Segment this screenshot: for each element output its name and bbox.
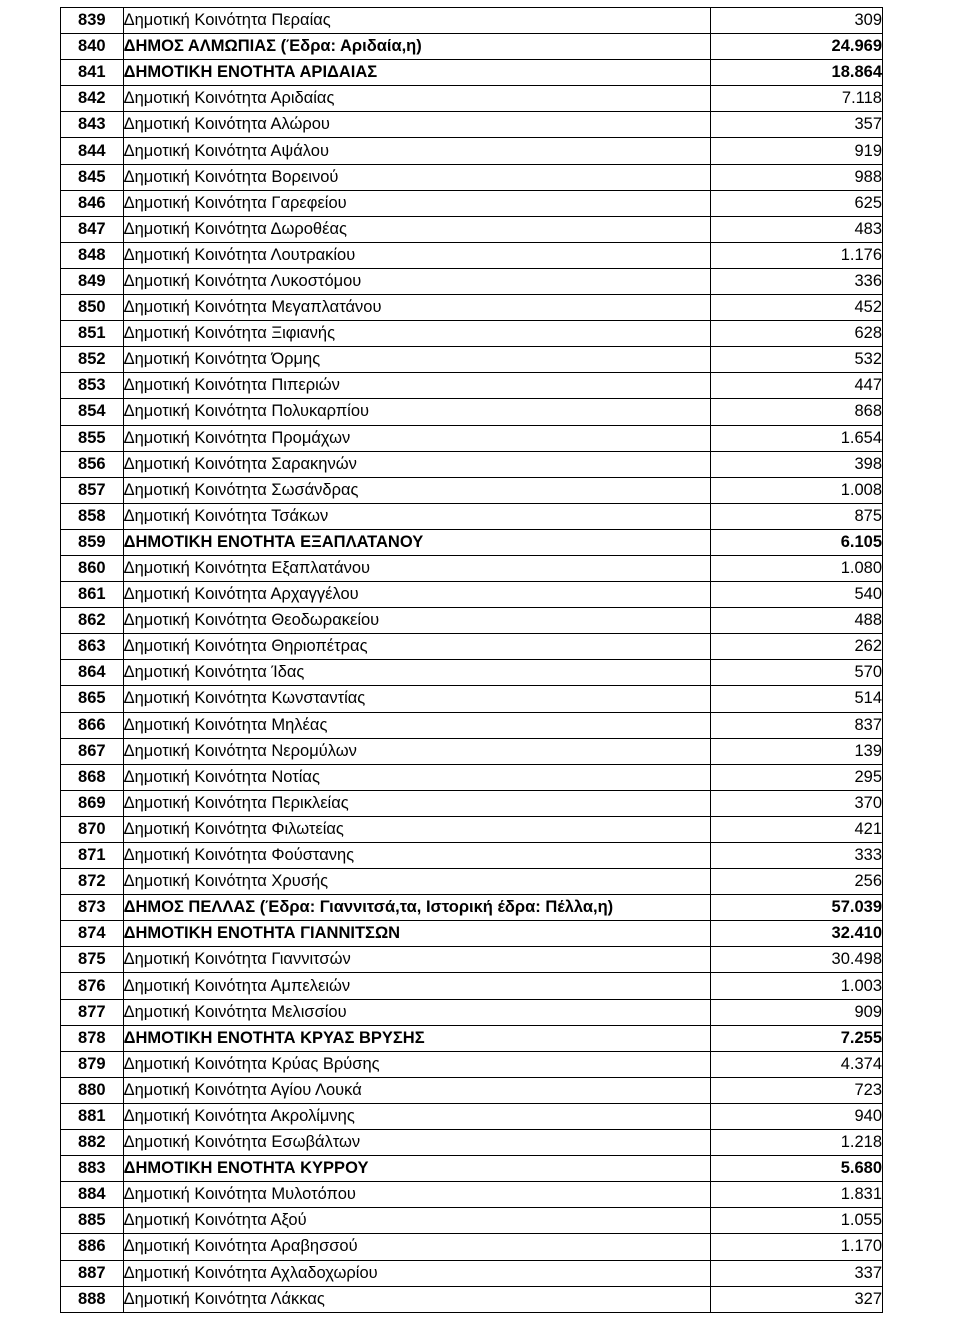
row-number-cell: 888 [61,1286,124,1312]
community-name-cell: Δημοτική Κοινότητα Λουτρακίου [123,242,711,268]
table-row [61,373,883,399]
population-value-cell: 262 [711,634,883,660]
table-body [61,8,883,1313]
community-name-cell: Δημοτική Κοινότητα Σαρακηνών [123,451,711,477]
table-row [61,503,883,529]
row-number-cell: 867 [61,738,124,764]
row-number-cell: 869 [61,790,124,816]
community-name-cell: Δημοτική Κοινότητα Φούστανης [123,843,711,869]
table-row [61,321,883,347]
row-number-cell: 859 [61,529,124,555]
population-value-cell: 309 [711,8,883,34]
population-value-cell: 30.498 [711,947,883,973]
table-row [61,555,883,581]
table-row [61,112,883,138]
row-number-cell: 880 [61,1077,124,1103]
population-value-cell: 875 [711,503,883,529]
row-number-cell: 874 [61,921,124,947]
row-number-cell: 846 [61,190,124,216]
population-value-cell: 336 [711,268,883,294]
community-name-cell: Δημοτική Κοινότητα Ξιφιανής [123,321,711,347]
row-number-cell: 845 [61,164,124,190]
community-name-cell: Δημοτική Κοινότητα Θεοδωρακείου [123,608,711,634]
table-row [61,451,883,477]
population-value-cell: 514 [711,686,883,712]
population-value-cell: 940 [711,1103,883,1129]
community-name-cell: ΔΗΜΟΤΙΚΗ ΕΝΟΤΗΤΑ ΚΥΡΡΟΥ [123,1156,711,1182]
table-row [61,921,883,947]
row-number-cell: 866 [61,712,124,738]
population-value-cell: 398 [711,451,883,477]
population-value-cell: 909 [711,999,883,1025]
community-name-cell: Δημοτική Κοινότητα Αγίου Λουκά [123,1077,711,1103]
table-row [61,190,883,216]
row-number-cell: 862 [61,608,124,634]
population-value-cell: 7.118 [711,86,883,112]
community-name-cell: Δημοτική Κοινότητα Προμάχων [123,425,711,451]
community-name-cell: Δημοτική Κοινότητα Αμπελειών [123,973,711,999]
row-number-cell: 851 [61,321,124,347]
table-row [61,60,883,86]
row-number-cell: 848 [61,242,124,268]
row-number-cell: 883 [61,1156,124,1182]
table-row [61,138,883,164]
table-row [61,1234,883,1260]
population-value-cell: 370 [711,790,883,816]
community-name-cell: Δημοτική Κοινότητα Αξού [123,1208,711,1234]
community-name-cell: Δημοτική Κοινότητα Αλώρου [123,112,711,138]
row-number-cell: 839 [61,8,124,34]
row-number-cell: 887 [61,1260,124,1286]
community-name-cell: Δημοτική Κοινότητα Αψάλου [123,138,711,164]
table-row [61,425,883,451]
population-value-cell: 488 [711,608,883,634]
row-number-cell: 871 [61,843,124,869]
row-number-cell: 842 [61,86,124,112]
row-number-cell: 881 [61,1103,124,1129]
population-value-cell: 1.080 [711,555,883,581]
population-value-cell: 5.680 [711,1156,883,1182]
table-row [61,242,883,268]
row-number-cell: 856 [61,451,124,477]
community-name-cell: Δημοτική Κοινότητα Περαίας [123,8,711,34]
row-number-cell: 857 [61,477,124,503]
table-row [61,999,883,1025]
population-value-cell: 837 [711,712,883,738]
row-number-cell: 868 [61,764,124,790]
population-value-cell: 1.003 [711,973,883,999]
table-row [61,1130,883,1156]
row-number-cell: 853 [61,373,124,399]
table-row [61,843,883,869]
population-value-cell: 868 [711,399,883,425]
community-name-cell: ΔΗΜΟΣ ΠΕΛΛΑΣ (Έδρα: Γιαννιτσά,τα, Ιστορική έδρα: Πέλλα,η) [123,895,711,921]
row-number-cell: 878 [61,1025,124,1051]
row-number-cell: 870 [61,816,124,842]
row-number-cell: 841 [61,60,124,86]
community-name-cell: ΔΗΜΟΤΙΚΗ ΕΝΟΤΗΤΑ ΚΡΥΑΣ ΒΡΥΣΗΣ [123,1025,711,1051]
community-name-cell: Δημοτική Κοινότητα Εξαπλατάνου [123,555,711,581]
community-name-cell: ΔΗΜΟΤΙΚΗ ΕΝΟΤΗΤΑ ΕΞΑΠΛΑΤΑΝΟΥ [123,529,711,555]
community-name-cell: Δημοτική Κοινότητα Νερομύλων [123,738,711,764]
population-value-cell: 1.654 [711,425,883,451]
row-number-cell: 877 [61,999,124,1025]
population-value-cell: 4.374 [711,1051,883,1077]
row-number-cell: 873 [61,895,124,921]
table-row [61,1051,883,1077]
community-name-cell: Δημοτική Κοινότητα Λυκοστόμου [123,268,711,294]
row-number-cell: 863 [61,634,124,660]
population-value-cell: 988 [711,164,883,190]
table-row [61,1182,883,1208]
community-name-cell: Δημοτική Κοινότητα Πολυκαρπίου [123,399,711,425]
community-name-cell: Δημοτική Κοινότητα Μελισσίου [123,999,711,1025]
population-value-cell: 483 [711,216,883,242]
population-value-cell: 32.410 [711,921,883,947]
community-name-cell: Δημοτική Κοινότητα Θηριοπέτρας [123,634,711,660]
community-name-cell: Δημοτική Κοινότητα Πιπεριών [123,373,711,399]
table-row [61,816,883,842]
community-name-cell: Δημοτική Κοινότητα Όρμης [123,347,711,373]
community-name-cell: Δημοτική Κοινότητα Λάκκας [123,1286,711,1312]
community-name-cell: Δημοτική Κοινότητα Τσάκων [123,503,711,529]
row-number-cell: 886 [61,1234,124,1260]
table-row [61,582,883,608]
population-value-cell: 540 [711,582,883,608]
community-name-cell: Δημοτική Κοινότητα Ακρολίμνης [123,1103,711,1129]
population-value-cell: 295 [711,764,883,790]
table-row [61,660,883,686]
population-value-cell: 7.255 [711,1025,883,1051]
community-name-cell: Δημοτική Κοινότητα Σωσάνδρας [123,477,711,503]
table-row [61,869,883,895]
table-row [61,895,883,921]
table-row [61,1156,883,1182]
community-name-cell: Δημοτική Κοινότητα Ίδας [123,660,711,686]
table-row [61,399,883,425]
population-value-cell: 256 [711,869,883,895]
population-value-cell: 333 [711,843,883,869]
community-name-cell: Δημοτική Κοινότητα Μηλέας [123,712,711,738]
community-name-cell: Δημοτική Κοινότητα Αριδαίας [123,86,711,112]
community-name-cell: ΔΗΜΟΤΙΚΗ ΕΝΟΤΗΤΑ ΑΡΙΔΑΙΑΣ [123,60,711,86]
community-name-cell: Δημοτική Κοινότητα Κρύας Βρύσης [123,1051,711,1077]
table-row [61,634,883,660]
row-number-cell: 852 [61,347,124,373]
population-value-cell: 723 [711,1077,883,1103]
table-row [61,764,883,790]
community-name-cell: Δημοτική Κοινότητα Αχλαδοχωρίου [123,1260,711,1286]
population-value-cell: 532 [711,347,883,373]
row-number-cell: 865 [61,686,124,712]
table-row [61,295,883,321]
table-row [61,529,883,555]
population-value-cell: 1.218 [711,1130,883,1156]
row-number-cell: 843 [61,112,124,138]
table-row [61,347,883,373]
population-value-cell: 6.105 [711,529,883,555]
community-name-cell: Δημοτική Κοινότητα Νοτίας [123,764,711,790]
community-name-cell: Δημοτική Κοινότητα Μεγαπλατάνου [123,295,711,321]
row-number-cell: 854 [61,399,124,425]
table-row [61,164,883,190]
table-row [61,1077,883,1103]
population-value-cell: 57.039 [711,895,883,921]
population-value-cell: 24.969 [711,34,883,60]
community-name-cell: Δημοτική Κοινότητα Κωνσταντίας [123,686,711,712]
population-value-cell: 1.176 [711,242,883,268]
table-row [61,738,883,764]
table-row [61,973,883,999]
community-name-cell: Δημοτική Κοινότητα Φιλωτείας [123,816,711,842]
community-name-cell: ΔΗΜΟΤΙΚΗ ΕΝΟΤΗΤΑ ΓΙΑΝΝΙΤΣΩΝ [123,921,711,947]
table-row [61,86,883,112]
row-number-cell: 844 [61,138,124,164]
row-number-cell: 860 [61,555,124,581]
row-number-cell: 872 [61,869,124,895]
row-number-cell: 850 [61,295,124,321]
row-number-cell: 847 [61,216,124,242]
table-row [61,686,883,712]
community-name-cell: Δημοτική Κοινότητα Περικλείας [123,790,711,816]
community-name-cell: Δημοτική Κοινότητα Χρυσής [123,869,711,895]
population-table [60,7,883,1313]
row-number-cell: 884 [61,1182,124,1208]
population-value-cell: 337 [711,1260,883,1286]
row-number-cell: 875 [61,947,124,973]
population-value-cell: 18.864 [711,60,883,86]
table-row [61,477,883,503]
population-value-cell: 447 [711,373,883,399]
community-name-cell: Δημοτική Κοινότητα Γαρεφείου [123,190,711,216]
community-name-cell: Δημοτική Κοινότητα Μυλοτόπου [123,1182,711,1208]
row-number-cell: 858 [61,503,124,529]
community-name-cell: Δημοτική Κοινότητα Δωροθέας [123,216,711,242]
table-row [61,712,883,738]
population-value-cell: 421 [711,816,883,842]
population-value-cell: 327 [711,1286,883,1312]
population-value-cell: 1.831 [711,1182,883,1208]
community-name-cell: Δημοτική Κοινότητα Αραβησσού [123,1234,711,1260]
community-name-cell: ΔΗΜΟΣ ΑΛΜΩΠΙΑΣ (Έδρα: Αριδαία,η) [123,34,711,60]
community-name-cell: Δημοτική Κοινότητα Αρχαγγέλου [123,582,711,608]
population-value-cell: 1.055 [711,1208,883,1234]
row-number-cell: 861 [61,582,124,608]
row-number-cell: 855 [61,425,124,451]
table-row [61,790,883,816]
table-row [61,608,883,634]
row-number-cell: 864 [61,660,124,686]
table-row [61,1103,883,1129]
table-row [61,1286,883,1312]
population-value-cell: 625 [711,190,883,216]
table-row [61,34,883,60]
row-number-cell: 885 [61,1208,124,1234]
population-value-cell: 570 [711,660,883,686]
table-row [61,947,883,973]
population-value-cell: 628 [711,321,883,347]
population-value-cell: 1.170 [711,1234,883,1260]
population-value-cell: 357 [711,112,883,138]
row-number-cell: 840 [61,34,124,60]
table-row [61,268,883,294]
row-number-cell: 849 [61,268,124,294]
population-value-cell: 452 [711,295,883,321]
table-row [61,1260,883,1286]
row-number-cell: 882 [61,1130,124,1156]
population-value-cell: 139 [711,738,883,764]
community-name-cell: Δημοτική Κοινότητα Γιαννιτσών [123,947,711,973]
table-row [61,216,883,242]
community-name-cell: Δημοτική Κοινότητα Εσωβάλτων [123,1130,711,1156]
row-number-cell: 879 [61,1051,124,1077]
population-value-cell: 1.008 [711,477,883,503]
table-row [61,1025,883,1051]
row-number-cell: 876 [61,973,124,999]
community-name-cell: Δημοτική Κοινότητα Βορεινού [123,164,711,190]
table-row [61,1208,883,1234]
table-row [61,8,883,34]
population-value-cell: 919 [711,138,883,164]
